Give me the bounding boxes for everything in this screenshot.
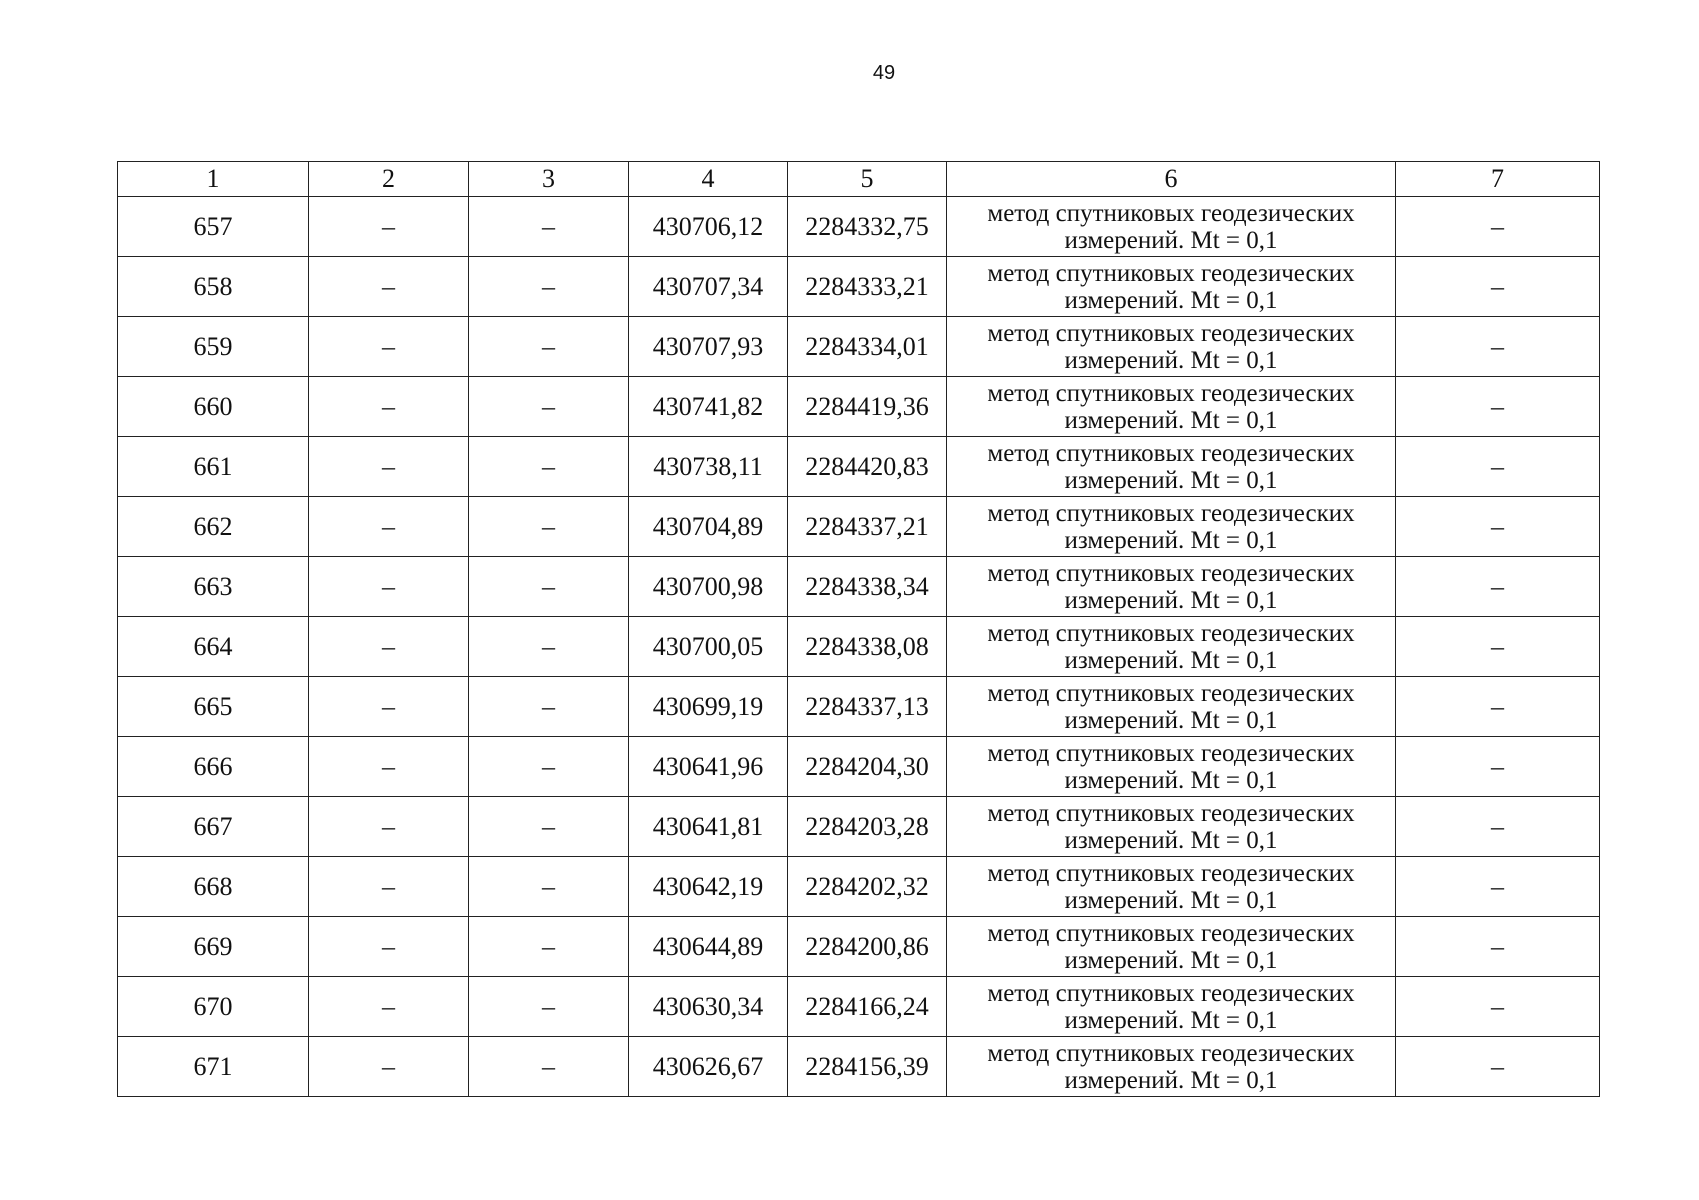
col7-cell: – — [1396, 257, 1600, 317]
col3-cell: – — [469, 1037, 629, 1097]
point-number-cell: 663 — [118, 557, 309, 617]
col3-cell: – — [469, 557, 629, 617]
x-coordinate-cell: 430626,67 — [629, 1037, 788, 1097]
col3-cell: – — [469, 317, 629, 377]
method-cell: метод спутниковых геодезических измерений. Mt = 0,1 — [947, 857, 1396, 917]
table-row — [118, 977, 1600, 1037]
header-cell: 3 — [469, 162, 629, 197]
method-cell: метод спутниковых геодезических измерений. Mt = 0,1 — [947, 737, 1396, 797]
table-row — [118, 797, 1600, 857]
table-header — [118, 162, 1600, 197]
col3-cell: – — [469, 197, 629, 257]
coordinates-table-container — [117, 161, 1600, 1097]
y-coordinate-cell: 2284337,13 — [788, 677, 947, 737]
y-coordinate-cell: 2284166,24 — [788, 977, 947, 1037]
y-coordinate-cell: 2284202,32 — [788, 857, 947, 917]
col7-cell: – — [1396, 557, 1600, 617]
col3-cell: – — [469, 437, 629, 497]
table-row — [118, 1037, 1600, 1097]
col2-cell: – — [309, 737, 469, 797]
col7-cell: – — [1396, 797, 1600, 857]
col7-cell: – — [1396, 497, 1600, 557]
method-cell: метод спутниковых геодезических измерений. Mt = 0,1 — [947, 377, 1396, 437]
coordinates-table — [117, 161, 1600, 1097]
table-row — [118, 617, 1600, 677]
col2-cell: – — [309, 857, 469, 917]
x-coordinate-cell: 430641,96 — [629, 737, 788, 797]
page-number: 49 — [872, 62, 896, 84]
y-coordinate-cell: 2284420,83 — [788, 437, 947, 497]
x-coordinate-cell: 430741,82 — [629, 377, 788, 437]
table-row — [118, 677, 1600, 737]
header-cell: 7 — [1396, 162, 1600, 197]
x-coordinate-cell: 430641,81 — [629, 797, 788, 857]
col7-cell: – — [1396, 437, 1600, 497]
y-coordinate-cell: 2284332,75 — [788, 197, 947, 257]
table-row — [118, 737, 1600, 797]
col3-cell: – — [469, 977, 629, 1037]
table-row — [118, 377, 1600, 437]
y-coordinate-cell: 2284204,30 — [788, 737, 947, 797]
method-cell: метод спутниковых геодезических измерений. Mt = 0,1 — [947, 497, 1396, 557]
y-coordinate-cell: 2284338,34 — [788, 557, 947, 617]
method-cell: метод спутниковых геодезических измерений. Mt = 0,1 — [947, 617, 1396, 677]
col7-cell: – — [1396, 977, 1600, 1037]
table-row — [118, 317, 1600, 377]
point-number-cell: 660 — [118, 377, 309, 437]
col7-cell: – — [1396, 1037, 1600, 1097]
col2-cell: – — [309, 317, 469, 377]
table-body — [118, 197, 1600, 1097]
col2-cell: – — [309, 497, 469, 557]
x-coordinate-cell: 430699,19 — [629, 677, 788, 737]
x-coordinate-cell: 430630,34 — [629, 977, 788, 1037]
col2-cell: – — [309, 377, 469, 437]
table-row — [118, 917, 1600, 977]
col7-cell: – — [1396, 317, 1600, 377]
point-number-cell: 668 — [118, 857, 309, 917]
table-row — [118, 497, 1600, 557]
point-number-cell: 669 — [118, 917, 309, 977]
col7-cell: – — [1396, 677, 1600, 737]
col7-cell: – — [1396, 857, 1600, 917]
point-number-cell: 670 — [118, 977, 309, 1037]
col7-cell: – — [1396, 377, 1600, 437]
point-number-cell: 657 — [118, 197, 309, 257]
method-cell: метод спутниковых геодезических измерений. Mt = 0,1 — [947, 197, 1396, 257]
col2-cell: – — [309, 617, 469, 677]
y-coordinate-cell: 2284200,86 — [788, 917, 947, 977]
col2-cell: – — [309, 977, 469, 1037]
y-coordinate-cell: 2284419,36 — [788, 377, 947, 437]
point-number-cell: 659 — [118, 317, 309, 377]
x-coordinate-cell: 430700,05 — [629, 617, 788, 677]
header-cell: 4 — [629, 162, 788, 197]
point-number-cell: 665 — [118, 677, 309, 737]
y-coordinate-cell: 2284338,08 — [788, 617, 947, 677]
col7-cell: – — [1396, 917, 1600, 977]
x-coordinate-cell: 430706,12 — [629, 197, 788, 257]
y-coordinate-cell: 2284203,28 — [788, 797, 947, 857]
method-cell: метод спутниковых геодезических измерений. Mt = 0,1 — [947, 1037, 1396, 1097]
method-cell: метод спутниковых геодезических измерений. Mt = 0,1 — [947, 557, 1396, 617]
col7-cell: – — [1396, 197, 1600, 257]
col3-cell: – — [469, 497, 629, 557]
method-cell: метод спутниковых геодезических измерений. Mt = 0,1 — [947, 797, 1396, 857]
header-cell: 6 — [947, 162, 1396, 197]
col3-cell: – — [469, 257, 629, 317]
table-row — [118, 197, 1600, 257]
method-cell: метод спутниковых геодезических измерений. Mt = 0,1 — [947, 677, 1396, 737]
x-coordinate-cell: 430644,89 — [629, 917, 788, 977]
point-number-cell: 664 — [118, 617, 309, 677]
method-cell: метод спутниковых геодезических измерений. Mt = 0,1 — [947, 917, 1396, 977]
point-number-cell: 661 — [118, 437, 309, 497]
method-cell: метод спутниковых геодезических измерений. Mt = 0,1 — [947, 317, 1396, 377]
col7-cell: – — [1396, 737, 1600, 797]
y-coordinate-cell: 2284333,21 — [788, 257, 947, 317]
col2-cell: – — [309, 797, 469, 857]
col3-cell: – — [469, 917, 629, 977]
point-number-cell: 671 — [118, 1037, 309, 1097]
method-cell: метод спутниковых геодезических измерений. Mt = 0,1 — [947, 977, 1396, 1037]
x-coordinate-cell: 430642,19 — [629, 857, 788, 917]
method-cell: метод спутниковых геодезических измерений. Mt = 0,1 — [947, 437, 1396, 497]
point-number-cell: 662 — [118, 497, 309, 557]
table-row — [118, 437, 1600, 497]
header-row — [118, 162, 1600, 197]
col7-cell: – — [1396, 617, 1600, 677]
y-coordinate-cell: 2284334,01 — [788, 317, 947, 377]
table-row — [118, 857, 1600, 917]
col2-cell: – — [309, 917, 469, 977]
col2-cell: – — [309, 557, 469, 617]
method-cell: метод спутниковых геодезических измерений. Mt = 0,1 — [947, 257, 1396, 317]
y-coordinate-cell: 2284156,39 — [788, 1037, 947, 1097]
y-coordinate-cell: 2284337,21 — [788, 497, 947, 557]
x-coordinate-cell: 430738,11 — [629, 437, 788, 497]
col2-cell: – — [309, 437, 469, 497]
header-cell: 1 — [118, 162, 309, 197]
point-number-cell: 658 — [118, 257, 309, 317]
table-row — [118, 557, 1600, 617]
x-coordinate-cell: 430707,93 — [629, 317, 788, 377]
table-row — [118, 257, 1600, 317]
col3-cell: – — [469, 857, 629, 917]
col3-cell: – — [469, 677, 629, 737]
col3-cell: – — [469, 617, 629, 677]
col2-cell: – — [309, 197, 469, 257]
header-cell: 5 — [788, 162, 947, 197]
point-number-cell: 666 — [118, 737, 309, 797]
col3-cell: – — [469, 377, 629, 437]
col3-cell: – — [469, 737, 629, 797]
x-coordinate-cell: 430704,89 — [629, 497, 788, 557]
col2-cell: – — [309, 677, 469, 737]
col3-cell: – — [469, 797, 629, 857]
col2-cell: – — [309, 1037, 469, 1097]
x-coordinate-cell: 430700,98 — [629, 557, 788, 617]
col2-cell: – — [309, 257, 469, 317]
header-cell: 2 — [309, 162, 469, 197]
point-number-cell: 667 — [118, 797, 309, 857]
x-coordinate-cell: 430707,34 — [629, 257, 788, 317]
